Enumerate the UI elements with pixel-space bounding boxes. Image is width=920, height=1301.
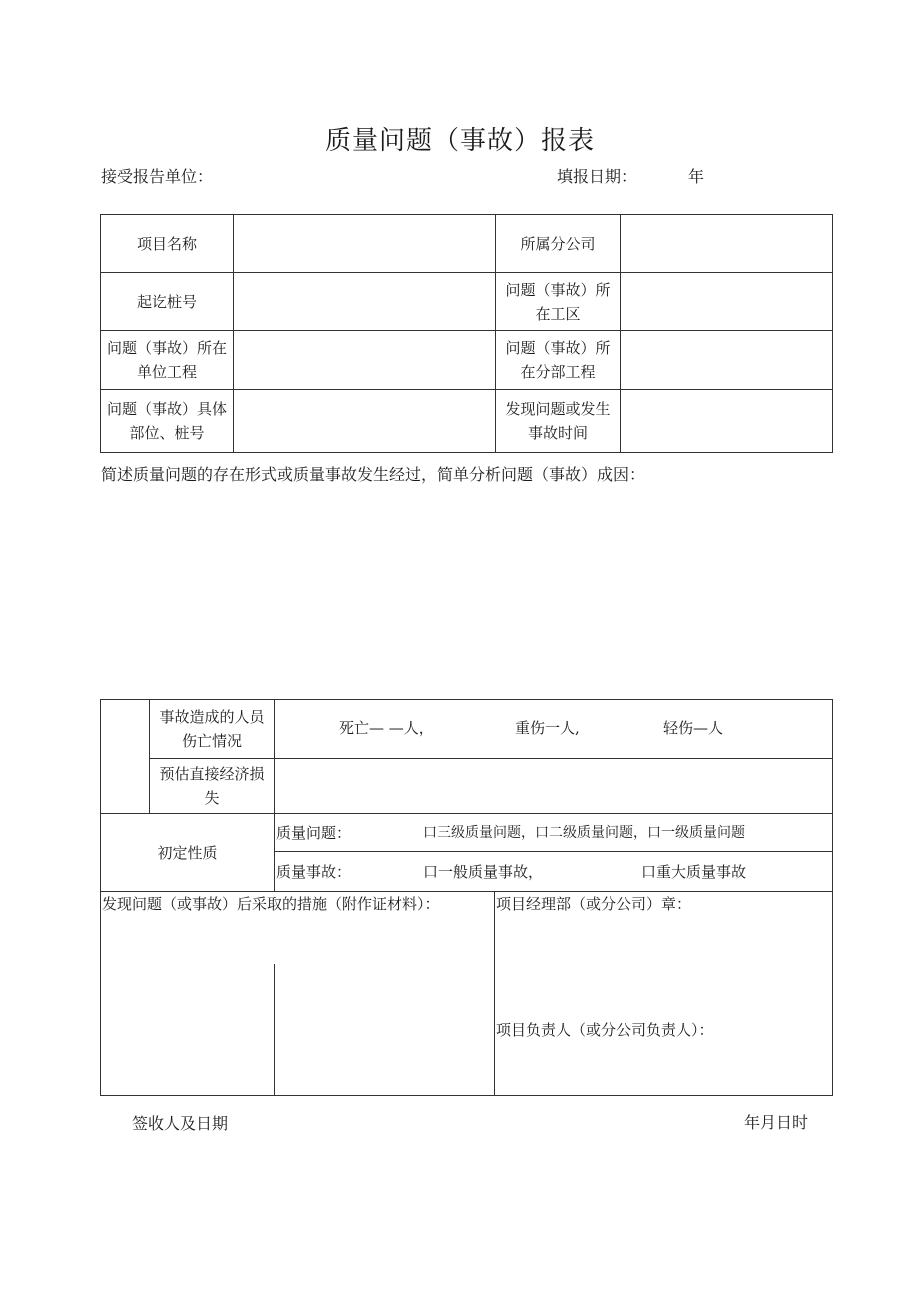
measures-cell[interactable] xyxy=(101,892,495,1096)
sub-project-label xyxy=(496,331,621,390)
sub-project-label-line2: 在分部工程 xyxy=(520,363,596,381)
unit-project-label-line2: 单位工程 xyxy=(136,363,197,381)
general-accident-option[interactable]: 口一般质量事故， xyxy=(423,863,544,881)
receiving-unit-label: 接受报告单位： xyxy=(101,167,214,186)
work-area-label-line1: 问题（事故）所 xyxy=(505,280,611,299)
measures-label: 发现问题（或事故）后采取的措施（附作证材料）： xyxy=(102,895,440,913)
quality-problem-options[interactable]: 口三级质量问题，口二级质量问题，口一级质量问题 xyxy=(423,825,745,841)
economic-loss-value[interactable] xyxy=(275,759,833,814)
death-count: 死亡— —人， xyxy=(339,719,434,737)
sub-project-value[interactable] xyxy=(621,331,833,390)
project-name-value[interactable] xyxy=(234,215,496,273)
table-row xyxy=(101,759,833,814)
chainage-label: 起讫桩号 xyxy=(101,273,234,331)
quality-problem-row xyxy=(275,814,833,852)
responsible-person-label: 项目负责人（或分公司负责人）： xyxy=(496,1021,714,1039)
accident-detail-table xyxy=(100,699,833,1096)
economic-loss-label xyxy=(150,759,275,814)
time-label-line2: 事故时间 xyxy=(527,424,588,442)
blank-side-cell xyxy=(101,700,150,814)
table-row xyxy=(101,892,833,1096)
approval-cell[interactable] xyxy=(495,892,833,1096)
location-label-line2: 部位、桩号 xyxy=(129,424,205,442)
unit-project-value[interactable] xyxy=(234,331,496,390)
description-label: 简述质量问题的存在形式或质量事故发生经过，简单分析问题（事故）成因： xyxy=(101,465,646,484)
table-row xyxy=(101,215,833,273)
location-label xyxy=(101,390,234,453)
sub-project-label-line1: 问题（事故）所 xyxy=(505,339,611,357)
datetime-label: 年月日时 xyxy=(744,1113,809,1132)
project-info-table xyxy=(100,214,833,453)
casualty-label xyxy=(150,700,275,759)
quality-accident-label: 质量事故： xyxy=(276,863,352,881)
table-row xyxy=(101,273,833,331)
time-label-line1: 发现问题或发生 xyxy=(505,400,611,418)
time-label xyxy=(496,390,621,453)
table-row xyxy=(101,700,833,759)
quality-accident-row xyxy=(275,852,833,892)
signer-date-label: 签收人及日期 xyxy=(132,1114,229,1133)
economic-loss-label-line2: 失 xyxy=(204,789,220,807)
table-row xyxy=(101,390,833,453)
nature-label: 初定性质 xyxy=(101,814,275,892)
branch-company-label: 所属分公司 xyxy=(496,215,621,273)
table-row xyxy=(101,814,833,852)
minor-injury-count: 轻伤—人 xyxy=(663,719,724,737)
measures-divider xyxy=(274,964,275,1095)
fill-date-label: 填报日期： xyxy=(557,167,638,186)
table-row xyxy=(101,331,833,390)
location-value[interactable] xyxy=(234,390,496,453)
project-name-label: 项目名称 xyxy=(101,215,234,273)
work-area-label xyxy=(496,273,621,331)
branch-company-value[interactable] xyxy=(621,215,833,273)
casualty-label-line1: 事故造成的人员 xyxy=(159,708,265,726)
casualty-value xyxy=(275,700,833,759)
unit-project-label-line1: 问题（事故）所在 xyxy=(106,339,227,357)
page-title: 质量问题（事故）报表 xyxy=(324,126,595,156)
seal-label: 项目经理部（或分公司）章： xyxy=(496,895,692,913)
time-value[interactable] xyxy=(621,390,833,453)
major-accident-option[interactable]: 口重大质量事故 xyxy=(641,863,747,881)
quality-problem-label: 质量问题： xyxy=(276,824,352,842)
casualty-label-line2: 伤亡情况 xyxy=(181,732,242,750)
work-area-label-line2: 在工区 xyxy=(535,304,581,323)
chainage-value[interactable] xyxy=(234,273,496,331)
serious-injury-count: 重伤一人, xyxy=(515,719,580,737)
unit-project-label xyxy=(101,331,234,390)
work-area-value[interactable] xyxy=(621,273,833,331)
economic-loss-label-line1: 预估直接经济损 xyxy=(159,765,265,783)
location-label-line1: 问题（事故）具体 xyxy=(106,400,227,418)
year-label: 年 xyxy=(688,167,705,186)
